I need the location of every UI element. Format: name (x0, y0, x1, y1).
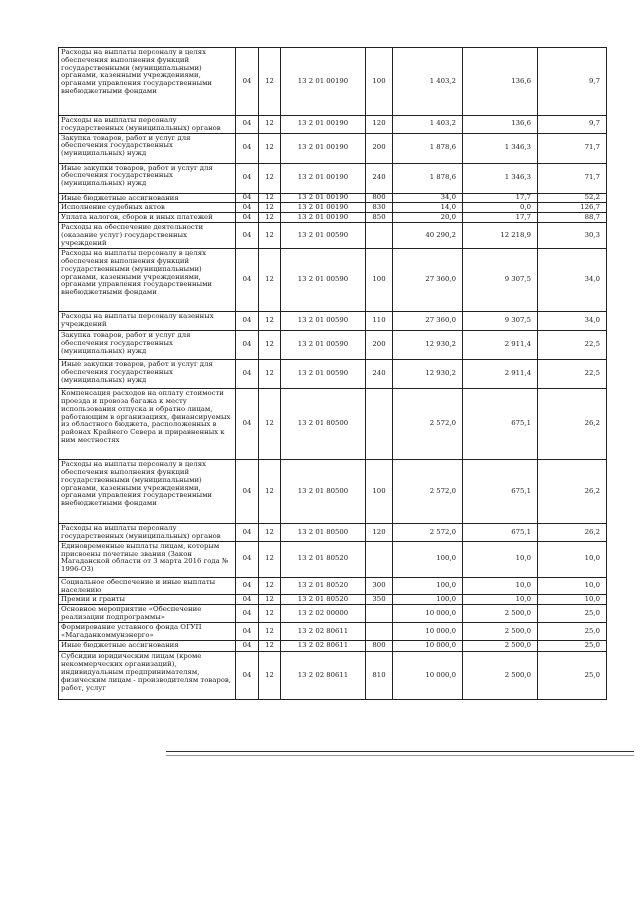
cell-percent: 9,7 (538, 48, 607, 116)
cell-subsection: 12 (259, 652, 281, 700)
cell-percent: 30,3 (538, 223, 607, 249)
cell-expense-type: 800 (366, 641, 393, 652)
cell-planned: 12 930,2 (393, 331, 463, 360)
cell-subsection: 12 (259, 163, 281, 193)
cell-executed: 2 911,4 (463, 360, 538, 389)
page-bottom-rule (166, 751, 634, 752)
cell-subsection: 12 (259, 605, 281, 623)
cell-target-code: 13 2 01 80500 (281, 524, 366, 542)
cell-subsection: 12 (259, 524, 281, 542)
cell-planned: 2 572,0 (393, 460, 463, 524)
cell-expense-type: 100 (366, 249, 393, 312)
cell-section: 04 (236, 331, 259, 360)
table-row (59, 605, 607, 623)
cell-percent: 71,7 (538, 133, 607, 163)
table-row (59, 331, 607, 360)
cell-target-code: 13 2 01 00590 (281, 223, 366, 249)
page-bottom-rule-secondary (166, 755, 634, 756)
cell-subsection: 12 (259, 389, 281, 460)
cell-target-code: 13 2 02 80611 (281, 641, 366, 652)
cell-section: 04 (236, 460, 259, 524)
table-row (59, 595, 607, 605)
table-row (59, 360, 607, 389)
cell-subsection: 12 (259, 331, 281, 360)
cell-percent: 34,0 (538, 249, 607, 312)
table-row (59, 641, 607, 652)
cell-expense-type: 120 (366, 116, 393, 134)
cell-expense-type (366, 541, 393, 577)
cell-planned: 12 930,2 (393, 360, 463, 389)
cell-percent: 88,7 (538, 213, 607, 223)
cell-percent: 10,0 (538, 595, 607, 605)
cell-executed: 675,1 (463, 389, 538, 460)
cell-expense-type (366, 605, 393, 623)
table-row (59, 460, 607, 524)
table-row (59, 213, 607, 223)
cell-planned: 2 572,0 (393, 524, 463, 542)
cell-percent: 22,5 (538, 360, 607, 389)
cell-subsection: 12 (259, 641, 281, 652)
cell-executed: 1 346,3 (463, 133, 538, 163)
cell-section: 04 (236, 203, 259, 213)
table-row (59, 249, 607, 312)
cell-description: Расходы на выплаты персоналу в целях обеспечения выполнения функций государственными (муниципальными) органами, казенными учреждениями, органами управления государственными внебюджетными фондами (59, 249, 236, 312)
cell-planned: 1 878,6 (393, 133, 463, 163)
cell-planned: 1 878,6 (393, 163, 463, 193)
cell-section: 04 (236, 116, 259, 134)
cell-planned: 2 572,0 (393, 389, 463, 460)
cell-expense-type: 120 (366, 524, 393, 542)
cell-subsection: 12 (259, 223, 281, 249)
table-row (59, 652, 607, 700)
budget-table (58, 47, 607, 700)
cell-target-code: 13 2 01 80520 (281, 541, 366, 577)
cell-percent: 10,0 (538, 541, 607, 577)
cell-description: Закупка товаров, работ и услуг для обеспечения государственных (муниципальных) нужд (59, 331, 236, 360)
cell-description: Расходы на выплаты персоналу в целях обеспечения выполнения функций государственными (муниципальными) органами, казенными учреждениями, органами управления государственными внебюджетными фондами (59, 48, 236, 116)
cell-expense-type: 240 (366, 360, 393, 389)
cell-target-code: 13 2 01 00190 (281, 213, 366, 223)
cell-planned: 10 000,0 (393, 641, 463, 652)
cell-planned: 10 000,0 (393, 605, 463, 623)
cell-target-code: 13 2 01 00590 (281, 331, 366, 360)
cell-description: Формирование уставного фонда ОГУП «Магаданкоммунэнерго» (59, 623, 236, 641)
cell-expense-type (366, 223, 393, 249)
cell-target-code: 13 2 02 80611 (281, 652, 366, 700)
cell-description: Расходы на выплаты персоналу в целях обеспечения выполнения функций государственными (муниципальными) органами, казенными учреждениями, органами управления государственными внебюджетными фондами (59, 460, 236, 524)
cell-planned: 100,0 (393, 595, 463, 605)
cell-description: Субсидии юридическим лицам (кроме некоммерческих организаций), индивидуальным предпринимателям, физическим лицам - производителям товаров, работ, услуг (59, 652, 236, 700)
cell-expense-type: 810 (366, 652, 393, 700)
cell-executed: 675,1 (463, 460, 538, 524)
cell-percent: 25,0 (538, 605, 607, 623)
cell-executed: 0,0 (463, 203, 538, 213)
cell-section: 04 (236, 360, 259, 389)
cell-executed: 1 346,3 (463, 163, 538, 193)
cell-description: Расходы на выплаты персоналу государственных (муниципальных) органов (59, 524, 236, 542)
table-row (59, 524, 607, 542)
cell-target-code: 13 2 01 00190 (281, 163, 366, 193)
cell-description: Иные закупки товаров, работ и услуг для обеспечения государственных (муниципальных) нужд (59, 163, 236, 193)
table-row (59, 116, 607, 134)
cell-executed: 17,7 (463, 213, 538, 223)
cell-section: 04 (236, 312, 259, 331)
cell-description: Уплата налогов, сборов и иных платежей (59, 213, 236, 223)
table-body (59, 48, 607, 700)
cell-percent: 25,0 (538, 652, 607, 700)
cell-executed: 2 500,0 (463, 641, 538, 652)
cell-description: Расходы на выплаты персоналу государственных (муниципальных) органов (59, 116, 236, 134)
table-row (59, 223, 607, 249)
cell-executed: 136,6 (463, 116, 538, 134)
cell-target-code: 13 2 01 00590 (281, 249, 366, 312)
cell-percent: 10,0 (538, 577, 607, 595)
cell-description: Расходы на выплаты персоналу казенных учреждений (59, 312, 236, 331)
table-row (59, 541, 607, 577)
cell-expense-type: 300 (366, 577, 393, 595)
cell-target-code: 13 2 01 80520 (281, 577, 366, 595)
cell-target-code: 13 2 01 00190 (281, 133, 366, 163)
cell-subsection: 12 (259, 213, 281, 223)
table-row (59, 48, 607, 116)
cell-planned: 20,0 (393, 213, 463, 223)
cell-description: Расходы на обеспечение деятельности (оказание услуг) государственных учреждений (59, 223, 236, 249)
cell-subsection: 12 (259, 460, 281, 524)
cell-section: 04 (236, 524, 259, 542)
cell-target-code: 13 2 01 80520 (281, 595, 366, 605)
cell-percent: 22,5 (538, 331, 607, 360)
cell-expense-type: 800 (366, 193, 393, 203)
cell-section: 04 (236, 652, 259, 700)
cell-subsection: 12 (259, 623, 281, 641)
cell-description: Иные закупки товаров, работ и услуг для обеспечения государственных (муниципальных) нужд (59, 360, 236, 389)
cell-section: 04 (236, 223, 259, 249)
cell-description: Премии и гранты (59, 595, 236, 605)
table-row (59, 133, 607, 163)
cell-target-code: 13 2 02 00000 (281, 605, 366, 623)
cell-planned: 1 403,2 (393, 116, 463, 134)
cell-section: 04 (236, 133, 259, 163)
cell-subsection: 12 (259, 360, 281, 389)
cell-percent: 126,7 (538, 203, 607, 213)
cell-description: Единовременные выплаты лицам, которым присвоены почетные звания (Закон Магаданской области от 3 марта 2016 года № 1996-ОЗ) (59, 541, 236, 577)
table-row (59, 193, 607, 203)
cell-subsection: 12 (259, 541, 281, 577)
cell-planned: 100,0 (393, 541, 463, 577)
cell-subsection: 12 (259, 193, 281, 203)
cell-executed: 2 500,0 (463, 605, 538, 623)
cell-expense-type (366, 623, 393, 641)
cell-section: 04 (236, 541, 259, 577)
cell-description: Иные бюджетные ассигнования (59, 641, 236, 652)
cell-executed: 675,1 (463, 524, 538, 542)
cell-section: 04 (236, 623, 259, 641)
cell-executed: 2 500,0 (463, 652, 538, 700)
cell-executed: 9 307,5 (463, 312, 538, 331)
cell-executed: 2 500,0 (463, 623, 538, 641)
cell-executed: 10,0 (463, 577, 538, 595)
table-row (59, 389, 607, 460)
cell-subsection: 12 (259, 133, 281, 163)
cell-section: 04 (236, 595, 259, 605)
cell-subsection: 12 (259, 595, 281, 605)
cell-expense-type: 110 (366, 312, 393, 331)
cell-percent: 26,2 (538, 524, 607, 542)
cell-subsection: 12 (259, 577, 281, 595)
cell-expense-type: 850 (366, 213, 393, 223)
cell-planned: 27 360,0 (393, 312, 463, 331)
cell-subsection: 12 (259, 203, 281, 213)
cell-planned: 1 403,2 (393, 48, 463, 116)
cell-expense-type: 200 (366, 331, 393, 360)
cell-percent: 71,7 (538, 163, 607, 193)
cell-subsection: 12 (259, 48, 281, 116)
cell-section: 04 (236, 249, 259, 312)
cell-percent: 34,0 (538, 312, 607, 331)
cell-expense-type: 100 (366, 460, 393, 524)
cell-target-code: 13 2 01 00190 (281, 48, 366, 116)
cell-executed: 12 218,9 (463, 223, 538, 249)
cell-executed: 9 307,5 (463, 249, 538, 312)
cell-percent: 9,7 (538, 116, 607, 134)
cell-section: 04 (236, 605, 259, 623)
cell-target-code: 13 2 01 80500 (281, 389, 366, 460)
table-row (59, 577, 607, 595)
cell-percent: 25,0 (538, 623, 607, 641)
cell-expense-type: 830 (366, 203, 393, 213)
cell-section: 04 (236, 389, 259, 460)
cell-description: Иные бюджетные ассигнования (59, 193, 236, 203)
cell-subsection: 12 (259, 116, 281, 134)
table-row (59, 163, 607, 193)
cell-planned: 40 290,2 (393, 223, 463, 249)
cell-expense-type: 350 (366, 595, 393, 605)
cell-planned: 100,0 (393, 577, 463, 595)
cell-planned: 34,0 (393, 193, 463, 203)
cell-percent: 25,0 (538, 641, 607, 652)
cell-expense-type: 200 (366, 133, 393, 163)
cell-percent: 52,2 (538, 193, 607, 203)
cell-planned: 27 360,0 (393, 249, 463, 312)
cell-description: Компенсация расходов на оплату стоимости проезда и провоза багажа к месту использования отпуска и обратно лицам, работающим в организациях, финансируемых из областного бюджета, расположенных в районах Крайнего Севера и приравненных к ним местностях (59, 389, 236, 460)
cell-section: 04 (236, 641, 259, 652)
cell-expense-type: 240 (366, 163, 393, 193)
cell-section: 04 (236, 213, 259, 223)
cell-description: Основное мероприятие «Обеспечение реализации подпрограммы» (59, 605, 236, 623)
table-row (59, 203, 607, 213)
cell-section: 04 (236, 163, 259, 193)
cell-executed: 136,6 (463, 48, 538, 116)
cell-expense-type: 100 (366, 48, 393, 116)
cell-executed: 10,0 (463, 541, 538, 577)
cell-expense-type (366, 389, 393, 460)
cell-planned: 10 000,0 (393, 652, 463, 700)
cell-target-code: 13 2 01 80500 (281, 460, 366, 524)
cell-executed: 2 911,4 (463, 331, 538, 360)
cell-target-code: 13 2 01 00590 (281, 312, 366, 331)
cell-planned: 10 000,0 (393, 623, 463, 641)
cell-target-code: 13 2 01 00590 (281, 360, 366, 389)
cell-target-code: 13 2 01 00190 (281, 193, 366, 203)
cell-target-code: 13 2 01 00190 (281, 116, 366, 134)
cell-planned: 14,0 (393, 203, 463, 213)
cell-section: 04 (236, 193, 259, 203)
cell-executed: 17,7 (463, 193, 538, 203)
cell-target-code: 13 2 01 00190 (281, 203, 366, 213)
cell-subsection: 12 (259, 249, 281, 312)
table-row (59, 312, 607, 331)
cell-section: 04 (236, 48, 259, 116)
cell-section: 04 (236, 577, 259, 595)
cell-executed: 10,0 (463, 595, 538, 605)
cell-percent: 26,2 (538, 460, 607, 524)
cell-percent: 26,2 (538, 389, 607, 460)
table-row (59, 623, 607, 641)
cell-description: Закупка товаров, работ и услуг для обеспечения государственных (муниципальных) нужд (59, 133, 236, 163)
cell-description: Социальное обеспечение и иные выплаты населению (59, 577, 236, 595)
cell-description: Исполнение судебных актов (59, 203, 236, 213)
cell-subsection: 12 (259, 312, 281, 331)
cell-target-code: 13 2 02 80611 (281, 623, 366, 641)
